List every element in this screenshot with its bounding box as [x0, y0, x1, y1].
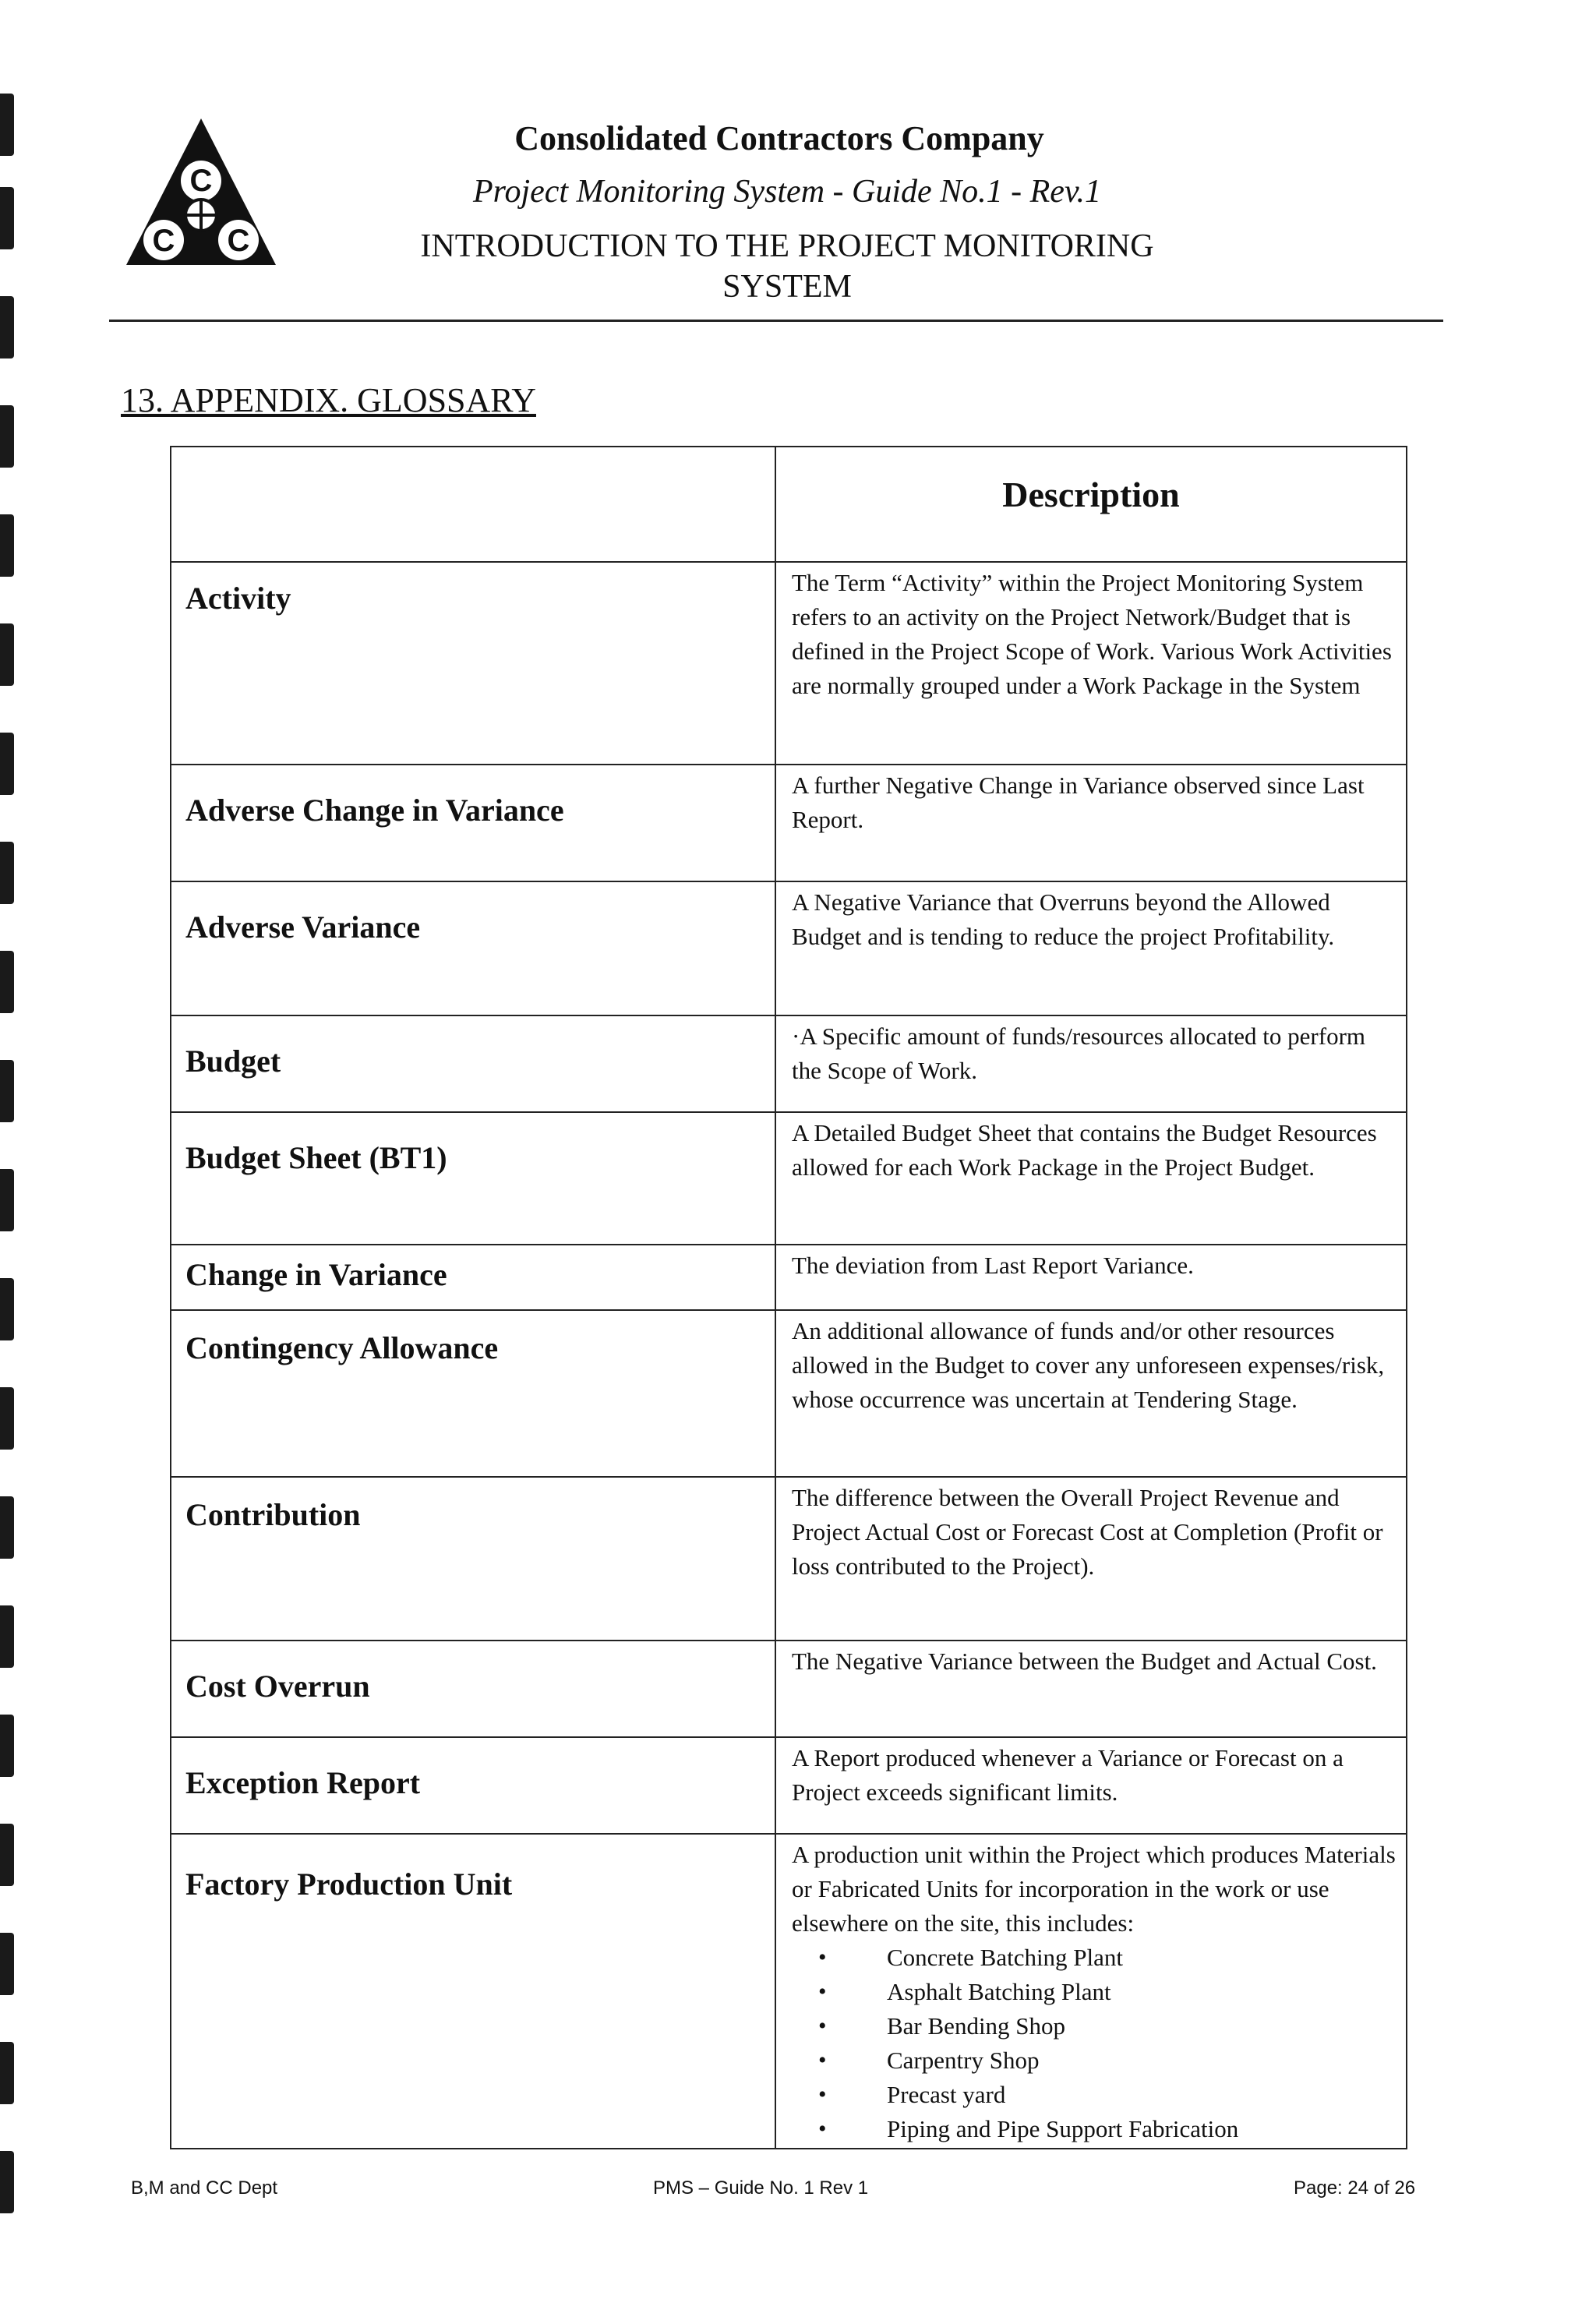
- table-row: [171, 1834, 1407, 2149]
- table-row: [171, 562, 1407, 765]
- logo-letter-left: C: [152, 224, 175, 258]
- glossary-description: ·A Specific amount of funds/resources allocated to perform the Scope of Work.: [775, 1015, 1407, 1112]
- table-row: [171, 1477, 1407, 1641]
- document-title-line1: INTRODUCTION TO THE PROJECT MONITORING: [420, 228, 1154, 264]
- glossary-term: Contingency Allowance: [171, 1310, 775, 1477]
- table-header-term: [171, 447, 775, 562]
- list-item: • Carpentry Shop: [887, 2043, 1396, 2078]
- glossary-description: A Report produced whenever a Variance or Forecast on a Project exceeds significant limits.: [775, 1737, 1407, 1834]
- table-row: [171, 1310, 1407, 1477]
- glossary-term: Budget Sheet (BT1): [171, 1112, 775, 1245]
- document-title-line2: SYSTEM: [722, 269, 852, 305]
- glossary-description: A Detailed Budget Sheet that contains the Budget Resources allowed for each Work Package in the Project Budget.: [775, 1112, 1407, 1245]
- binding-edge: [0, 62, 16, 2291]
- logo-letter-right: C: [227, 224, 250, 258]
- glossary-description: The Term “Activity” within the Project Monitoring System refers to an activity on the Project Network/Budget that is defined in the Project Scope of Work. Various Work Activities are normally grouped under a Work Package in the System: [775, 562, 1407, 765]
- list-item: • Precast yard: [887, 2078, 1396, 2112]
- logo-letter-top: C: [189, 164, 213, 198]
- glossary-description: A production unit within the Project which produces Materials or Fabricated Units for incorporation in the work or use elsewhere on the site, this includes:: [792, 1841, 1396, 1937]
- glossary-term: Contribution: [171, 1477, 775, 1641]
- table-row: [171, 881, 1407, 1015]
- footer-page-number: Page: 24 of 26: [1294, 2177, 1416, 2199]
- glossary-description: The difference between the Overall Project Revenue and Project Actual Cost or Forecast Cost at Completion (Profit or loss contributed to the Project).: [775, 1477, 1407, 1641]
- glossary-description: The deviation from Last Report Variance.: [775, 1245, 1407, 1310]
- list-item: • Piping and Pipe Support Fabrication: [887, 2112, 1396, 2146]
- table-row: [171, 1015, 1407, 1112]
- glossary-term: Exception Report: [171, 1737, 775, 1834]
- table-row: [171, 765, 1407, 881]
- table-header-row: [171, 447, 1407, 562]
- glossary-term: Activity: [171, 562, 775, 765]
- document-title: [366, 226, 1208, 307]
- glossary-table: [170, 446, 1407, 2149]
- footer-document-ref: PMS – Guide No. 1 Rev 1: [653, 2177, 869, 2199]
- company-name: Consolidated Contractors Company: [514, 119, 1044, 157]
- header-divider: [109, 320, 1443, 322]
- table-row: [171, 1245, 1407, 1310]
- production-unit-list: [792, 1941, 1396, 2146]
- glossary-term: Cost Overrun: [171, 1641, 775, 1737]
- list-item: • Concrete Batching Plant: [887, 1941, 1396, 1975]
- glossary-term: Adverse Change in Variance: [171, 765, 775, 881]
- table-row: [171, 1641, 1407, 1737]
- table-row: [171, 1112, 1407, 1245]
- glossary-description: A further Negative Change in Variance observed since Last Report.: [775, 765, 1407, 881]
- footer-department: B,M and CC Dept: [131, 2177, 278, 2199]
- glossary-description-with-list: [775, 1834, 1407, 2149]
- glossary-description: An additional allowance of funds and/or other resources allowed in the Budget to cover any unforeseen expenses/risk, whose occurrence was uncertain at Tendering Stage.: [775, 1310, 1407, 1477]
- glossary-description: A Negative Variance that Overruns beyond the Allowed Budget and is tending to reduce the project Profitability.: [775, 881, 1407, 1015]
- guide-title: Project Monitoring System - Guide No.1 - Rev.1: [473, 174, 1101, 210]
- list-item: • Bar Bending Shop: [887, 2009, 1396, 2043]
- table-row: [171, 1737, 1407, 1834]
- table-header-description: Description: [775, 447, 1407, 562]
- glossary-term: Budget: [171, 1015, 775, 1112]
- glossary-term: Factory Production Unit: [171, 1834, 775, 2149]
- section-heading: 13. APPENDIX. GLOSSARY: [121, 381, 536, 419]
- glossary-term: Change in Variance: [171, 1245, 775, 1310]
- glossary-term: Adverse Variance: [171, 881, 775, 1015]
- list-item: • Asphalt Batching Plant: [887, 1975, 1396, 2009]
- glossary-description: The Negative Variance between the Budget and Actual Cost.: [775, 1641, 1407, 1737]
